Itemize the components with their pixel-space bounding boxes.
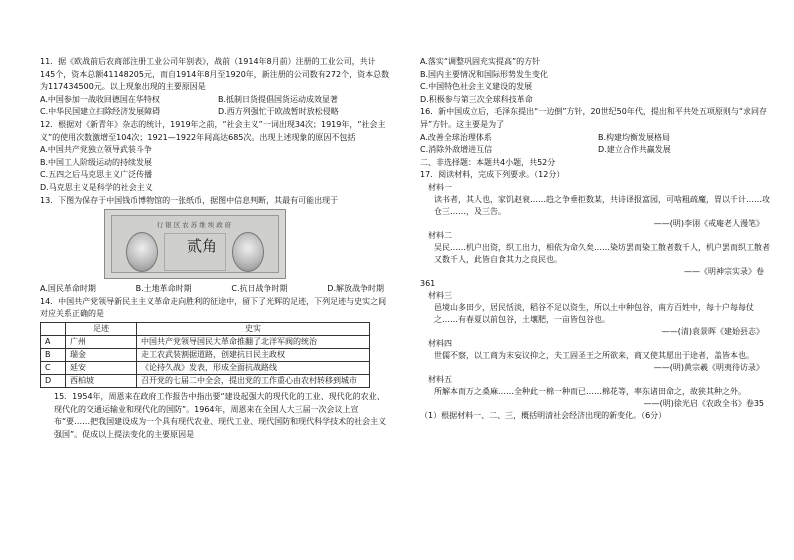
table-cell: 《论持久战》发表，形成全面抗战路线 — [137, 361, 370, 374]
material-source: ——(清)袁景晖《建始县志》 — [661, 326, 764, 336]
material-source: ——(明)李诩《戒庵老人漫笔》 — [653, 218, 764, 228]
table-cell: 延安 — [66, 361, 137, 374]
material-label: 材料四 — [428, 338, 452, 348]
table-cell: 召开党的七届二中全会，提出党的工作重心由农村转移到城市 — [137, 374, 370, 387]
option-b[interactable]: B.土地革命时期 — [135, 284, 192, 294]
option-a[interactable]: A.中国参加一战收回德国在华特权 — [40, 94, 160, 104]
question-16-options — [420, 132, 770, 157]
table-cell: 中国共产党领导国民大革命推翻了北洋军阀的统治 — [137, 335, 370, 348]
option-c[interactable]: C.五四之后马克思主义广泛传播 — [40, 170, 153, 180]
option-a[interactable]: A.落实“调整巩固充实提高”的方针 — [420, 57, 541, 66]
question-16-stem: 16．新中国成立后，毛泽东提出“一边倒”方针，20世纪50年代，提出和平共处五项原则与“求同存异”方针。这主要是为了 — [420, 107, 767, 129]
table-cell: A — [41, 335, 66, 348]
materials — [420, 182, 770, 410]
option-d[interactable]: D.解放战争时期 — [327, 284, 384, 294]
material-label: 材料五 — [428, 374, 452, 384]
table-row — [41, 361, 370, 374]
material-text: 邑境山多田少，居民恬淡，稻谷不足以资生，所以土中种包谷，南方百姓中，每十户每每仗之……有春夏以前包谷，土壤肥，一亩皆包谷也。 — [434, 302, 754, 324]
banknote-denomination: 贰角 — [186, 237, 217, 256]
table-cell: 西柏坡 — [66, 374, 137, 387]
material-text: 读书者，其人也，家饥赵衰……趋之争垂拒数某，共诗译报富园，可啥粗疏魔，胃以千计……攻仓三……，及三告。 — [434, 194, 770, 216]
material-label: 材料二 — [428, 230, 452, 240]
question-11 — [40, 56, 390, 119]
material-text: 吴民……机户出资，织工出力，相依为命久矣……染坊罢而染工散者数千人，机户罢而织工散者又数千人，此皆自食其力之良民也。 — [434, 242, 770, 264]
table-row — [41, 374, 370, 387]
question-16 — [420, 106, 770, 156]
option-c[interactable]: C.消除外敌增进互信 — [420, 145, 493, 155]
sites-table — [40, 322, 370, 388]
material-label: 材料一 — [428, 182, 452, 192]
portrait-right-icon — [232, 232, 264, 272]
option-b[interactable]: B.抵制日货提倡国货运动成效显著 — [218, 94, 339, 104]
question-13 — [40, 195, 390, 296]
question-17-stem: 17．阅读材料，完成下列要求。（12分） — [420, 170, 565, 180]
option-d[interactable]: D.西方列强忙于欧战暂时放松侵略 — [218, 107, 339, 117]
question-15 — [40, 391, 390, 441]
page-number: 361 — [420, 278, 436, 288]
table-cell: D — [41, 374, 66, 387]
portrait-left-icon — [126, 232, 158, 272]
material-text: 所解本而万之桑麻……全种此一棉一种而已……棉花等，率东诸田命之，故狭其种之外。 — [434, 386, 746, 396]
question-11-options — [40, 94, 390, 119]
question-12-stem: 12．根据对《新青年》杂志的统计，1919年之前，“社会主义”一词出现34次；1919年，“社会主义”的使用次数激增至104次；1921—1922年间高达685次。出现上述现象的原因不包括 — [40, 119, 386, 142]
table-cell: 走工农武装割据道路，创建抗日民主政权 — [137, 348, 370, 361]
question-17-part-1: （1）根据材料一、二、三，概括明清社会经济出现的新变化。（6分） — [420, 410, 667, 420]
material-source: ——(明)黄宗羲《明夷待访录》 — [653, 362, 764, 372]
option-c[interactable]: C.中华民国建立扫除经济发展障碍 — [40, 107, 161, 117]
question-12-options — [40, 144, 390, 194]
material-text: 世儒不察，以工商为末妄议抑之，夫工固圣王之所欲来，商又使其愿出于途者，盖皆本也。 — [434, 350, 754, 360]
option-d[interactable]: D.建立合作共赢发展 — [598, 145, 671, 155]
table-header: 足迹 — [66, 322, 137, 335]
table-header-row — [41, 322, 370, 335]
right-column — [420, 56, 770, 423]
question-12 — [40, 119, 390, 195]
table-cell: C — [41, 361, 66, 374]
option-a[interactable]: A.中国共产党独立领导武装斗争 — [40, 145, 152, 155]
section-heading: 二、非选择题：本题共4小题，共52分 — [420, 157, 556, 167]
option-c[interactable]: C.中国特色社会主义建设的发展 — [420, 82, 533, 92]
banknote-image — [104, 209, 286, 279]
table-cell: 瑞金 — [66, 348, 137, 361]
left-column — [40, 56, 390, 441]
material-label: 材料三 — [428, 290, 452, 300]
question-13-options — [40, 283, 390, 296]
table-row — [41, 335, 370, 348]
option-c[interactable]: C.抗日战争时期 — [231, 284, 288, 294]
question-13-stem: 13．下图为保存于中国钱币博物馆的一张纸币，据图中信息判断，其最有可能出现于 — [40, 195, 339, 205]
option-a[interactable]: A.国民革命时期 — [40, 284, 96, 294]
option-a[interactable]: A.改善全球治理体系 — [420, 132, 492, 142]
table-row — [41, 348, 370, 361]
table-cell: 广州 — [66, 335, 137, 348]
question-14-stem: 14．中国共产党领导新民主主义革命走向胜利的征途中，留下了光辉的足迹，下列足迹与史实之间对应关系正确的是 — [40, 296, 387, 319]
option-d[interactable]: D.马克思主义是科学的社会主义 — [40, 182, 153, 192]
option-d[interactable]: D.积极参与第三次全球科技革命 — [420, 94, 533, 104]
question-15-stem: 15．1954年，周恩来在政府工作报告中指出要“建设起强大的现代化的工业、现代化的农业、现代化的交通运输业和现代化的国防”。1964年，周恩来在全国人大三届一次会议上宣布“要……把我国建设成为一个具有现代农业、现代工业、现代国防和现代科学技术的社会主义强国”。促成以上提法变化的主要原因是 — [54, 391, 387, 439]
banknote-header: 行银区农苏维埃政府 — [156, 221, 234, 230]
question-11-stem: 11．据《欧战前后农商部注册工业公司年别表》，战前（1914年8月前）注册的工业公司，共计145个，资本总额41148205元，而自1914年8月至1920年，新注册的公司数有272个，资本总数为117434500元。以上现象出现的主要原因是 — [40, 57, 390, 92]
material-source: ——(明)徐光启《农政全书》卷35 — [643, 398, 764, 408]
option-b[interactable]: B.构建均衡发展格局 — [598, 132, 671, 142]
table-header: 史实 — [137, 322, 370, 335]
table-cell: B — [41, 348, 66, 361]
material-source: ——《明神宗实录》卷 — [684, 266, 764, 276]
question-15-options — [420, 56, 770, 106]
question-14 — [40, 296, 390, 388]
banknote-figure — [40, 209, 390, 279]
option-b[interactable]: B.国内主要情况和国际形势发生变化 — [420, 69, 549, 79]
table-header — [41, 322, 66, 335]
option-b[interactable]: B.中国工人阶级运动的持续发展 — [40, 157, 153, 167]
